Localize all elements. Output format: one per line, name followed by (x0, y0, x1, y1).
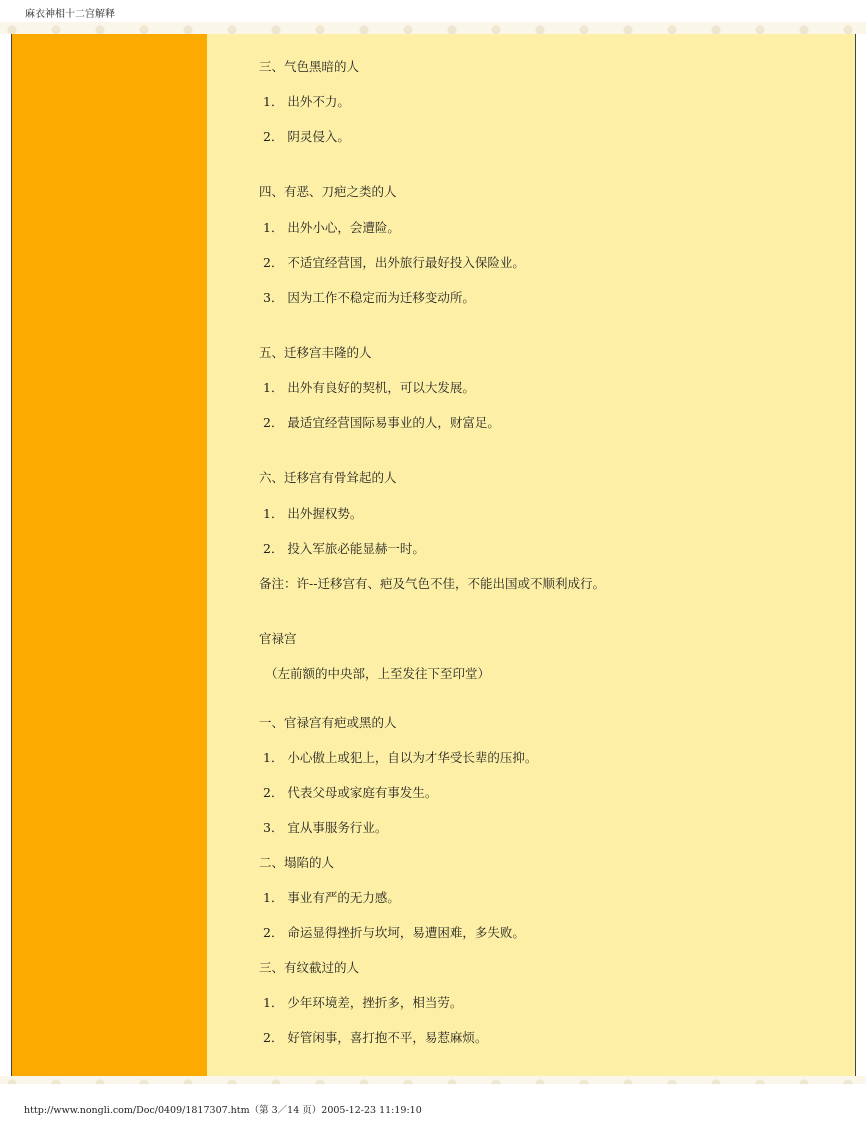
section-subtitle: （左前额的中央部，上至发往下至印堂） (265, 666, 491, 681)
list-item: 1． 事业有严的无力感。 (263, 890, 400, 905)
list-item: 3． 因为工作不稳定而为迁移变动所。 (263, 290, 475, 305)
list-item: 1． 出外有良好的契机，可以大发展。 (263, 380, 475, 395)
document-title: 麻衣神相十二宫解释 (25, 9, 115, 20)
section-heading: 六、迁移宫有骨耸起的人 (259, 470, 397, 485)
section-heading: 三、有纹截过的人 (259, 960, 360, 975)
list-item: 1． 出外小心，会遭险。 (263, 220, 400, 235)
list-item: 2． 阴灵侵入。 (263, 129, 350, 144)
content-frame (11, 34, 856, 1076)
list-item: 2． 最适宜经营国际易事业的人，财富足。 (263, 415, 500, 430)
section-heading: 五、迁移宫丰隆的人 (259, 345, 372, 360)
list-item: 1． 少年环境差，挫折多，相当劳。 (263, 995, 463, 1010)
section-heading: 四、有恶、刀疤之类的人 (259, 184, 397, 199)
section-title: 官禄宫 (259, 631, 297, 646)
list-item: 2． 命运显得挫折与坎坷，易遭困难，多失败。 (263, 925, 525, 940)
list-item: 1． 出外不力。 (263, 94, 350, 109)
list-item: 3． 宜从事服务行业。 (263, 820, 388, 835)
section-heading: 三、气色黑暗的人 (259, 59, 360, 74)
list-item: 2． 不适宜经营国，出外旅行最好投入保险业。 (263, 255, 525, 270)
orange-sidebar (12, 34, 207, 1076)
page-footer-source: http://www.nongli.com/Doc/0409/1817307.htm（第 3／14 页）2005-12-23 11:19:10 (24, 1105, 422, 1116)
list-item: 1． 出外握权势。 (263, 506, 363, 521)
decorative-pattern-bottom (0, 1076, 866, 1084)
list-item: 2． 代表父母或家庭有事发生。 (263, 785, 438, 800)
list-item: 1． 小心傲上或犯上，自以为才华受长辈的压抑。 (263, 750, 538, 765)
note-text: 备注：许--迁移宫有、疤及气色不佳，不能出国或不顺利成行。 (259, 576, 605, 591)
list-item: 2． 好管闲事，喜打抱不平，易惹麻烦。 (263, 1030, 488, 1045)
decorative-pattern-top (0, 22, 866, 34)
section-heading: 二、塌陷的人 (259, 855, 335, 870)
list-item: 2． 投入军旅必能显赫一时。 (263, 541, 425, 556)
section-heading: 一、官禄宫有疤或黑的人 (259, 715, 397, 730)
